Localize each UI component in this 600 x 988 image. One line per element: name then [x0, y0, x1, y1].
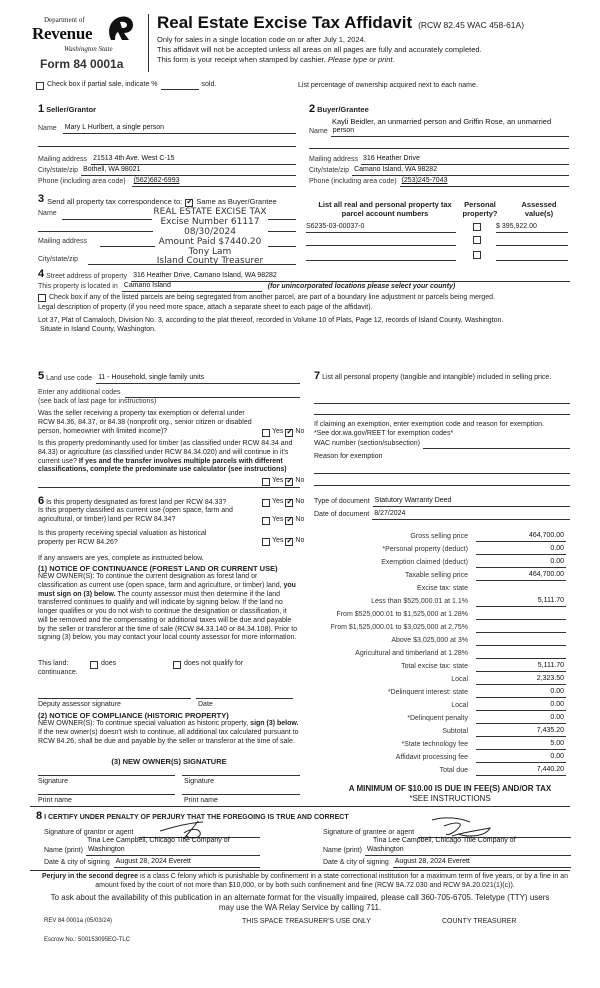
same-as-buyer-checkbox[interactable]	[185, 199, 193, 207]
section-8-divider	[30, 806, 570, 807]
corr-name-field[interactable]	[62, 219, 152, 220]
parcel-number-field[interactable]	[306, 251, 456, 261]
seller-phone-field[interactable]: (562)682-6993	[132, 177, 296, 187]
stamp-line2: Excise Number 61117	[160, 216, 260, 227]
header-line3-italic: Please type or print.	[327, 55, 395, 64]
reason-label: Reason for exemption	[314, 453, 383, 460]
perjury-text: is a class C felony which is punishable by confinement in a state correctional institution for a maximum term of five years, or by a fine in an amount fixed by the court of not more than $10,000, or by both such confinement and fine (RCW 9A.72.030 and RCW 9A.20.021(1)(c)).	[95, 873, 569, 889]
escrow-label: Escrow No.:	[44, 937, 77, 943]
total-excise-state-field[interactable]: 5,111.70	[476, 662, 566, 672]
personal-property-checkbox[interactable]	[473, 236, 481, 244]
section-5-number: 5	[38, 370, 45, 382]
wac-field[interactable]	[423, 448, 570, 449]
document-date-field[interactable]: 8/27/2024	[372, 510, 570, 520]
processing-fee-field[interactable]: 0.00	[476, 753, 566, 763]
calc-row: Total due 7,440.20	[439, 766, 564, 775]
wac-label: WAC number (section/subsection)	[314, 440, 420, 447]
personal-property-header: Personal property?	[462, 200, 498, 219]
stamp-line4: Amount Paid $7440.20	[158, 236, 262, 247]
notice-continuance-title: (1) NOTICE OF CONTINUANCE (FOREST LAND OR CURRENT USE)	[38, 564, 278, 573]
corr-mailing-field-right[interactable]	[268, 246, 296, 247]
no-label: No	[295, 537, 305, 544]
segregate-label: Check box if any of the listed parcels are being segregated from another parcel, are part of a boundary line adjustment or parcels being merged.	[49, 294, 495, 301]
calc-row: *Personal property (deduct) 0.00	[382, 545, 564, 554]
minimum-notice: A MINIMUM OF $10.00 IS DUE IN FEE(S) AND/OR TAX	[348, 784, 552, 793]
seller-name-field[interactable]: Mary L Hurlbert, a single person	[63, 124, 296, 134]
does-not-qualify-checkbox[interactable]	[173, 661, 181, 669]
current-use-no-checkbox[interactable]	[285, 517, 293, 525]
grantor-name-line1[interactable]: Tina Lee Campbell, Chicago Title Company of	[87, 837, 230, 844]
tier1-tax-field[interactable]: 5,111.70	[476, 597, 566, 607]
personal-property-checkbox[interactable]	[473, 251, 481, 259]
forest-no-checkbox[interactable]	[285, 499, 293, 507]
corr-city-label: City/state/zip	[38, 256, 79, 263]
partial-sale-suffix: sold.	[201, 81, 217, 88]
parcel-row	[306, 250, 570, 262]
historic-no-checkbox[interactable]	[285, 538, 293, 546]
forest-question: Is this property designated as forest land per RCW 84.33?	[46, 499, 227, 506]
calc-row: Less than $525,000.01 at 1.1% 5,111.70	[371, 597, 564, 606]
calc-row: Taxable selling price 464,700.00	[404, 571, 564, 580]
grantor-signature-label: Signature of grantor or agent	[44, 829, 134, 837]
grantor-name-field[interactable]: Washington	[86, 846, 260, 856]
owner-print-label-2: Print name	[184, 797, 218, 804]
buyer-city-field[interactable]: Camano Island, WA 98282	[352, 166, 569, 176]
buyer-mailing-field[interactable]: 316 Heather Drive	[361, 155, 569, 165]
owner-signature-label-1: Signature	[38, 778, 68, 785]
continuance-label: continuance.	[38, 669, 78, 676]
timber-question: Is this property predominantly used for timber (as classified under RCW 84.34 and 84.33) or agriculture (as classified under RCW 84.34.020) and will continue in it's current use?	[38, 440, 293, 465]
calc-row: *State technology fee 5.00	[401, 740, 564, 749]
personal-property-deduct-field[interactable]: 0.00	[476, 545, 566, 555]
additional-codes-note: (see back of last page for instructions)	[38, 398, 157, 405]
parcel-number-field[interactable]	[306, 236, 456, 246]
corr-name-label: Name	[38, 210, 57, 217]
calc-row: Exemption claimed (deduct) 0.00	[381, 558, 564, 567]
escrow-value: 500153095EO-TLC	[78, 937, 131, 943]
buyer-name-label: Name	[309, 128, 328, 135]
located-in-note: (for unincorporated locations please select your county)	[267, 283, 456, 290]
historic-yes-checkbox[interactable]	[262, 538, 270, 546]
owner-print-line-2[interactable]	[182, 794, 300, 795]
section-4-number: 4	[38, 268, 45, 280]
new-owner-signature-title: (3) NEW OWNER(S) SIGNATURE	[111, 757, 227, 766]
grantee-date-field[interactable]: August 28, 2024 Everett	[393, 858, 571, 868]
does-not-label: does not qualify for	[184, 660, 244, 667]
buyer-phone-label: Phone (including area code)	[309, 178, 397, 185]
does-qualify-checkbox[interactable]	[90, 661, 98, 669]
current-use-yes-checkbox[interactable]	[262, 517, 270, 525]
revenue-logo-icon	[105, 14, 135, 44]
buyer-section-title: Buyer/Grantee	[317, 105, 369, 114]
historic-answer	[262, 537, 304, 546]
forest-yes-checkbox[interactable]	[262, 499, 270, 507]
owner-signature-line-2[interactable]	[182, 775, 300, 776]
delinquent-interest-local-field[interactable]: 0.00	[476, 701, 566, 711]
calc-row: Above $3,025,000 at 3%	[300, 634, 572, 646]
reason-line-2[interactable]	[314, 485, 570, 486]
assessed-value-field[interactable]: $ 395,922.00	[496, 223, 568, 233]
treasurer-stamp	[150, 208, 270, 267]
yes-label: Yes	[272, 498, 284, 505]
perjury-bold: Perjury in the second degree	[41, 873, 139, 880]
buyer-mailing-label: Mailing address	[309, 156, 359, 163]
land-use-code-field[interactable]: 11 - Household, single family units	[96, 374, 300, 384]
document-type-field[interactable]: Statutory Warranty Deed	[373, 497, 570, 507]
legal-description-line2[interactable]: Situate in Island County, Washington.	[40, 326, 156, 333]
deputy-date-label: Date	[198, 701, 213, 708]
assessed-value-field[interactable]	[496, 236, 568, 246]
reason-line-1[interactable]	[314, 473, 570, 474]
form-statute: (RCW 82.45 WAC 458-61A)	[418, 20, 525, 30]
timber-no-checkbox[interactable]	[285, 478, 293, 486]
tier2-tax-field[interactable]	[476, 619, 566, 620]
correspondence-label: Send all property tax correspondence to:	[47, 197, 183, 207]
tier4-tax-field[interactable]	[476, 645, 566, 646]
calc-row: Gross selling price 464,700.00	[410, 532, 564, 541]
timber-underline	[38, 487, 300, 488]
technology-fee-field[interactable]: 5.00	[476, 740, 566, 750]
located-in-field[interactable]: Camano Island	[122, 282, 262, 292]
calc-row: Subtotal 7,435.20	[442, 727, 564, 736]
section-6-number: 6	[38, 495, 45, 507]
calc-row: *Delinquent penalty 0.00	[407, 714, 564, 723]
seller-name-line2[interactable]	[38, 146, 296, 147]
section-7-number: 7	[314, 370, 321, 382]
footer-divider	[30, 870, 570, 871]
agency-name: Revenue	[32, 24, 93, 43]
forest-answer	[262, 498, 304, 507]
grantor-date-label: Date & city of signing	[44, 859, 110, 866]
personal-property-line-2[interactable]	[314, 414, 570, 415]
assessed-value-field[interactable]	[496, 251, 568, 261]
additional-codes-label: Enter any additional codes	[38, 389, 121, 396]
form-title: Real Estate Excise Tax Affidavit	[157, 13, 413, 32]
same-as-buyer-label: Same as Buyer/Grantee	[196, 197, 277, 207]
personal-property-label: List all personal property (tangible and intangible) included in selling price.	[322, 374, 552, 381]
notice-continuance-text-b: The county assessor must then determine if the land transferred continues to qualify and will indicate by signing below. If the land no longer qualifies or you do not wish to continue the designation or classification, it will be removed and the compensating or additional taxes will be due and payable by the seller or transferor at the time of sale (RCW 84.33.140 or 84.34.108). Prior to signing (3) below, you may contact your local county assessor for more information.	[38, 590, 298, 642]
gross-selling-price-field[interactable]: 464,700.00	[476, 532, 566, 542]
buyer-name-field[interactable]: person	[331, 127, 569, 137]
stamp-line5: Tony Lam	[188, 246, 232, 257]
subtotal-field[interactable]: 7,435.20	[476, 727, 566, 737]
parcel-row	[306, 222, 570, 234]
buyer-phone-field[interactable]: (253)245-7043	[400, 177, 569, 187]
total-due-field[interactable]: 7,440.20	[476, 766, 566, 776]
exemption-answer	[262, 428, 304, 437]
seller-city-label: City/state/zip	[38, 167, 79, 174]
personal-property-checkbox[interactable]	[473, 223, 481, 231]
current-use-question: Is this property classified as current use (open space, farm and agricultural, or timber) land per RCW 84.34?	[38, 507, 233, 523]
deputy-date-line[interactable]	[196, 698, 293, 699]
seller-phone-label: Phone (including area code)	[38, 178, 126, 185]
form-number: Form 84 0001a	[40, 57, 124, 71]
corr-name-line2[interactable]	[38, 231, 153, 232]
stamp-line6: Island County Treasurer	[156, 256, 264, 267]
section-8-number: 8	[36, 810, 43, 822]
seller-mailing-label: Mailing address	[38, 156, 88, 163]
this-land-label: This land:	[38, 660, 69, 667]
deputy-signature-label: Deputy assessor signature	[38, 701, 121, 708]
notice-continuance-bold: you must sign on (3) below.	[38, 581, 296, 598]
corr-mailing-field[interactable]	[100, 246, 155, 247]
timber-question-bold: If yes and the transfer involves multiple parcels with different classifications, complete the predominate use calculator (see instructions)	[38, 457, 287, 474]
owner-print-line-1[interactable]	[38, 794, 175, 795]
grantee-signature-label: Signature of grantee or agent	[323, 829, 415, 837]
street-address-field[interactable]: 316 Heather Drive, Camano Island, WA 98282	[131, 272, 570, 282]
owner-signature-label-2: Signature	[184, 778, 214, 785]
yes-label: Yes	[272, 428, 284, 435]
partial-sale-checkbox[interactable]	[36, 82, 44, 90]
grantee-name-line1[interactable]: Tina Lee Campbell, Chicago Title Company of	[373, 837, 516, 844]
calc-row: Total excise tax: state 5,111.70	[401, 662, 564, 671]
header-line1: Only for sales in a single location code on or after July 1, 2024.	[157, 35, 366, 44]
parcel-header: List all real and personal property tax parcel account numbers	[318, 200, 452, 219]
agency-line1: Department of	[44, 16, 85, 24]
no-label: No	[295, 428, 305, 435]
header-line3: This form is your receipt when stamped by cashier.	[157, 55, 326, 64]
document-type-label: Type of document	[314, 498, 370, 505]
historic-question: Is this property receiving special valuation as historical property per RCW 84.26?	[38, 530, 207, 546]
street-address-label: Street address of property	[46, 273, 128, 280]
tier3-tax-field[interactable]	[476, 632, 566, 633]
personal-property-line-1[interactable]	[314, 403, 570, 404]
buyer-city-label: City/state/zip	[309, 167, 350, 174]
seller-mailing-field[interactable]: 21513 4th Ave. West C-15	[91, 155, 296, 165]
if-yes-note: If any answers are yes, complete as instructed below.	[38, 555, 204, 562]
does-label: does	[101, 660, 117, 667]
owner-print-label-1: Print name	[38, 797, 72, 804]
calc-row: Affidavit processing fee 0.00	[395, 753, 564, 762]
no-label: No	[295, 516, 305, 523]
exemption-no-checkbox[interactable]	[285, 429, 293, 437]
accessibility-note: To ask about the availability of this publication in an alternate format for the visually impaired, please call 360-705-6705. Teletype (TTY) users may use the WA Relay Service by calling 711.	[50, 893, 550, 912]
grantee-name-field[interactable]: Washington	[365, 846, 571, 856]
calc-row: From $525,000.01 to $1,525,000 at 1.28%	[300, 608, 572, 620]
calc-row: Local 2,323.50	[451, 675, 564, 684]
section-1-number: 1	[38, 103, 45, 115]
exemption-question: Was the seller receiving a property tax exemption or deferral under RCW 84.36, 84.37, or 84.38 (nonprofit org., senior citizen or disabled person, homeowner with limited income)?	[38, 410, 252, 435]
segregate-checkbox[interactable]	[38, 294, 46, 302]
grantor-date-field[interactable]: August 28, 2024 Everett	[114, 858, 260, 868]
parcel-number-field[interactable]: S6235-03-00037-0	[306, 223, 456, 233]
calc-row: From $1,525,000.01 to $3,025,000 at 2.75%	[300, 621, 572, 633]
located-in-label: This property is located in	[38, 283, 118, 290]
grantee-name-label: Name (print)	[323, 847, 362, 854]
seller-section-title: Seller/Grantor	[46, 105, 97, 114]
current-use-answer	[262, 516, 304, 525]
legal-description-label: Legal description of property (if you need more space, attach a separate sheet to each page of the affidavit).	[38, 304, 373, 311]
ownership-note: List percentage of ownership acquired next to each name.	[298, 82, 478, 89]
taxable-selling-price-field[interactable]: 464,700.00	[476, 571, 566, 581]
calc-row: *Delinquent interest: state 0.00	[387, 688, 564, 697]
delinquent-penalty-field[interactable]: 0.00	[476, 714, 566, 724]
partial-sale-label: Check box if partial sale, indicate %	[47, 81, 158, 88]
stamp-line1: REAL ESTATE EXCISE TAX	[153, 207, 267, 217]
timber-answer	[262, 477, 304, 486]
document-date-label: Date of document	[314, 511, 370, 518]
no-label: No	[295, 477, 305, 484]
assessed-value-header: Assessed value(s)	[521, 200, 557, 219]
calc-row: Excise tax: state	[417, 585, 468, 593]
deputy-signature-line[interactable]	[38, 698, 191, 699]
notice-continuance-text-a: NEW OWNER(S): To continue the current designation as forest land or classification as current use (open space, farm and agriculture, or timber) land,	[38, 573, 282, 589]
header-line2: This affidavit will not be accepted unless all areas on all pages are fully and accurately completed.	[157, 45, 482, 54]
see-instructions: *SEE INSTRUCTIONS	[409, 794, 491, 803]
grantor-name-label: Name (print)	[44, 847, 83, 854]
seller-name-label: Name	[38, 125, 57, 132]
notice-compliance-title: (2) NOTICE OF COMPLIANCE (HISTORIC PROPERTY)	[38, 711, 229, 720]
calc-row: Agricultural and timberland at 1.28%	[300, 647, 572, 659]
timber-yes-checkbox[interactable]	[262, 478, 270, 486]
seller-city-field[interactable]: Bothell, WA 98021	[81, 166, 296, 176]
corr-name-line2-right[interactable]	[268, 231, 296, 232]
agency-logo	[30, 14, 140, 54]
no-label: No	[295, 498, 305, 505]
certification-title: I CERTIFY UNDER PENALTY OF PERJURY THAT THE FOREGOING IS TRUE AND CORRECT	[44, 814, 349, 821]
partial-sale-percent-input[interactable]	[161, 82, 199, 90]
notice-compliance-bold: sign (3) below.	[250, 720, 299, 727]
owner-signature-line-1[interactable]	[38, 775, 175, 776]
corr-name-field-right[interactable]	[268, 219, 296, 220]
yes-label: Yes	[272, 477, 284, 484]
stamp-line3: 08/30/2024	[184, 226, 236, 237]
treasurer-use-label: THIS SPACE TREASURER'S USE ONLY	[242, 918, 371, 925]
section-3-number: 3	[38, 193, 45, 205]
corr-mailing-label: Mailing address	[38, 238, 88, 245]
delinquent-interest-state-field[interactable]: 0.00	[476, 688, 566, 698]
agricultural-tax-field[interactable]	[476, 658, 566, 659]
grantee-date-label: Date & city of signing	[323, 859, 389, 866]
yes-label: Yes	[272, 537, 284, 544]
local-tax-field[interactable]: 2,323.50	[476, 675, 566, 685]
county-treasurer-label: COUNTY TREASURER	[442, 918, 517, 925]
calc-row: Local 0.00	[451, 701, 564, 710]
exemption-yes-checkbox[interactable]	[262, 429, 270, 437]
agency-state: Washington State	[64, 45, 113, 53]
notice-compliance-text-b: If the new owner(s) doesn't wish to continue, all additional tax calculated pursuant to RCW 84.26, shall be due and payable by the seller or transferor at the time of sale.	[38, 728, 299, 745]
legal-description-line1[interactable]: Lot 37, Plat of Camaloch, Division No. 3, according to the plat thereof, recorded in Volume 10 of Plats, Page 12, records of Island County, Washington.	[38, 317, 504, 324]
notice-compliance-text-a: NEW OWNER(S): To continue special valuation as historic property,	[38, 720, 249, 727]
header-divider	[148, 14, 149, 72]
section-2-number: 2	[309, 103, 316, 115]
parcel-row	[306, 235, 570, 247]
exemption-deduct-field[interactable]: 0.00	[476, 558, 566, 568]
land-use-code-label: Land use code	[46, 375, 93, 382]
revision-label: REV 84 0001a (05/03/24)	[44, 918, 113, 924]
buyer-name-line1[interactable]: Kayli Beidler, an unmarried person and Griffin Rose, an unmarried	[332, 117, 552, 126]
yes-label: Yes	[272, 516, 284, 523]
exemption-note: If claiming an exemption, enter exemption code and reason for exemption. *See dor.wa.gov/REET for exemption codes*	[314, 421, 544, 437]
buyer-name-line2[interactable]	[309, 148, 569, 149]
